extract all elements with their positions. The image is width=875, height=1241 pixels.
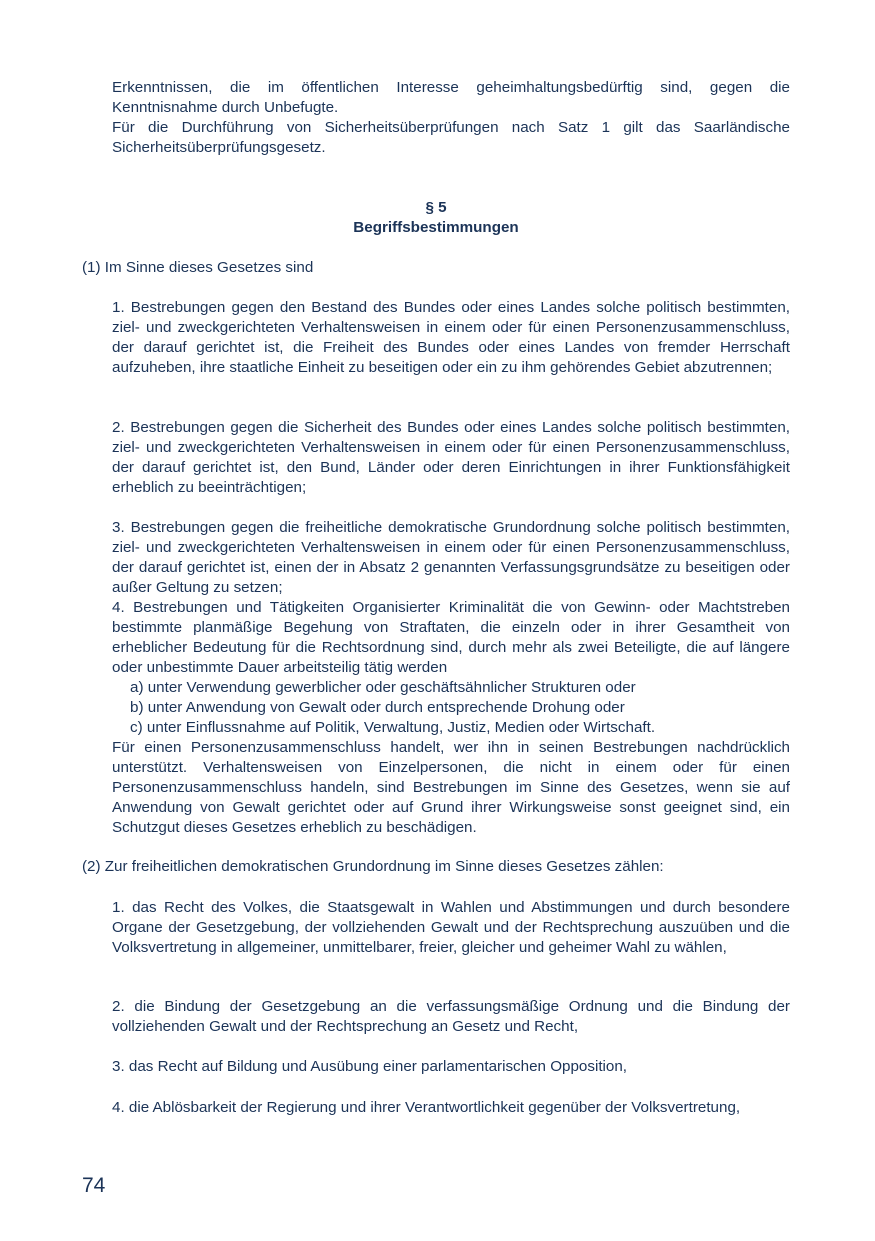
abs1-item-2: 2. Bestrebungen gegen die Sicherheit des Bundes oder eines Landes solche politisch bestimmten, ziel- und zweckgerichteten Verhaltensweisen in einem oder für einen Personenzusammenschluss, der darauf gerichtet ist, den Bund, Länder oder deren Einrichtungen in ihrer Funktionsfähigkeit erheblich zu beeinträchtigen; — [112, 419, 790, 496]
abs1-item-3: 3. Bestrebungen gegen die freiheitliche demokratische Grundordnung solche politisch bestimmten, ziel- und zweckgerichteten Verhaltensweisen in einem oder für einen Personenzusammenschluss, der darauf gerichtet ist, einen der in Absatz 2 genannten Verfassungsgrundsätze zu beseitigen oder außer Geltung zu setzen; — [112, 519, 790, 596]
abs1-item-4b: b) unter Anwendung von Gewalt oder durch entsprechende Drohung oder — [130, 699, 625, 716]
abs1-item-1: 1. Bestrebungen gegen den Bestand des Bundes oder eines Landes solche politisch bestimmten, ziel- und zweckgerichteten Verhaltensweisen in einem oder für einen Personenzusammenschluss, der darauf gerichtet ist, die Freiheit des Bundes oder eines Landes von fremder Herrschaft aufzuheben, ihre staatliche Einheit zu beseitigen oder ein zu ihm gehörendes Gebiet abzutrennen; — [112, 299, 790, 376]
intro-paragraph-2: Für die Durchführung von Sicherheitsüberprüfungen nach Satz 1 gilt das Saarländische Sicherheitsüberprüfungsgesetz. — [112, 119, 790, 156]
section-number: § 5 — [425, 199, 447, 216]
abs1-closing: Für einen Personenzusammenschluss handelt, wer ihn in seinen Bestrebungen nachdrücklich unterstützt. Verhaltensweisen von Einzelpersonen, die nicht in einem oder für einen Personenzusammenschluss handeln, sind Bestrebungen im Sinne des Gesetzes, wenn sie auf Anwendung von Gewalt gerichtet oder auf Grund ihrer Wirkungsweise sonst geeignet sind, ein Schutzgut dieses Gesetzes erheblich zu beschädigen. — [112, 739, 790, 836]
abs1-item-4: 4. Bestrebungen und Tätigkeiten Organisierter Kriminalität die von Gewinn- oder Machtstreben bestimmte planmäßige Begehung von Straftaten, die einzeln oder in ihrer Gesamtheit von erheblicher Bedeutung für die Rechtsordnung sind, durch mehr als zwei Beteiligte, die auf längere oder unbestimmte Dauer arbeitsteilig tätig werden — [112, 599, 790, 676]
abs2-item-4: 4. die Ablösbarkeit der Regierung und ihrer Verantwortlichkeit gegenüber der Volksvertretung, — [112, 1099, 741, 1116]
abs1-item-4c: c) unter Einflussnahme auf Politik, Verwaltung, Justiz, Medien oder Wirtschaft. — [130, 719, 656, 736]
abs2-item-2: 2. die Bindung der Gesetzgebung an die verfassungsmäßige Ordnung und die Bindung der vollziehenden Gewalt und der Rechtsprechung an Gesetz und Recht, — [112, 998, 790, 1035]
intro-paragraph-1: Erkenntnissen, die im öffentlichen Interesse geheimhaltungsbedürftig sind, gegen die Kenntnisnahme durch Unbefugte. — [112, 79, 790, 116]
abs1-lead: (1) Im Sinne dieses Gesetzes sind — [82, 259, 314, 276]
abs1-item-4a: a) unter Verwendung gewerblicher oder geschäftsähnlicher Strukturen oder — [130, 679, 636, 696]
abs2-lead: (2) Zur freiheitlichen demokratischen Grundordnung im Sinne dieses Gesetzes zählen: — [82, 858, 664, 875]
section-title: Begriffsbestimmungen — [353, 219, 519, 236]
abs2-item-3: 3. das Recht auf Bildung und Ausübung einer parlamentarischen Opposition, — [112, 1058, 628, 1075]
abs2-item-1: 1. das Recht des Volkes, die Staatsgewalt in Wahlen und Abstimmungen und durch besondere Organe der Gesetzgebung, der vollziehenden Gewalt und der Rechtsprechung auszuüben und die Volksvertretung in allgemeiner, unmittelbarer, freier, gleicher und geheimer Wahl zu wählen, — [112, 899, 790, 956]
page-number: 74 — [82, 1174, 106, 1197]
